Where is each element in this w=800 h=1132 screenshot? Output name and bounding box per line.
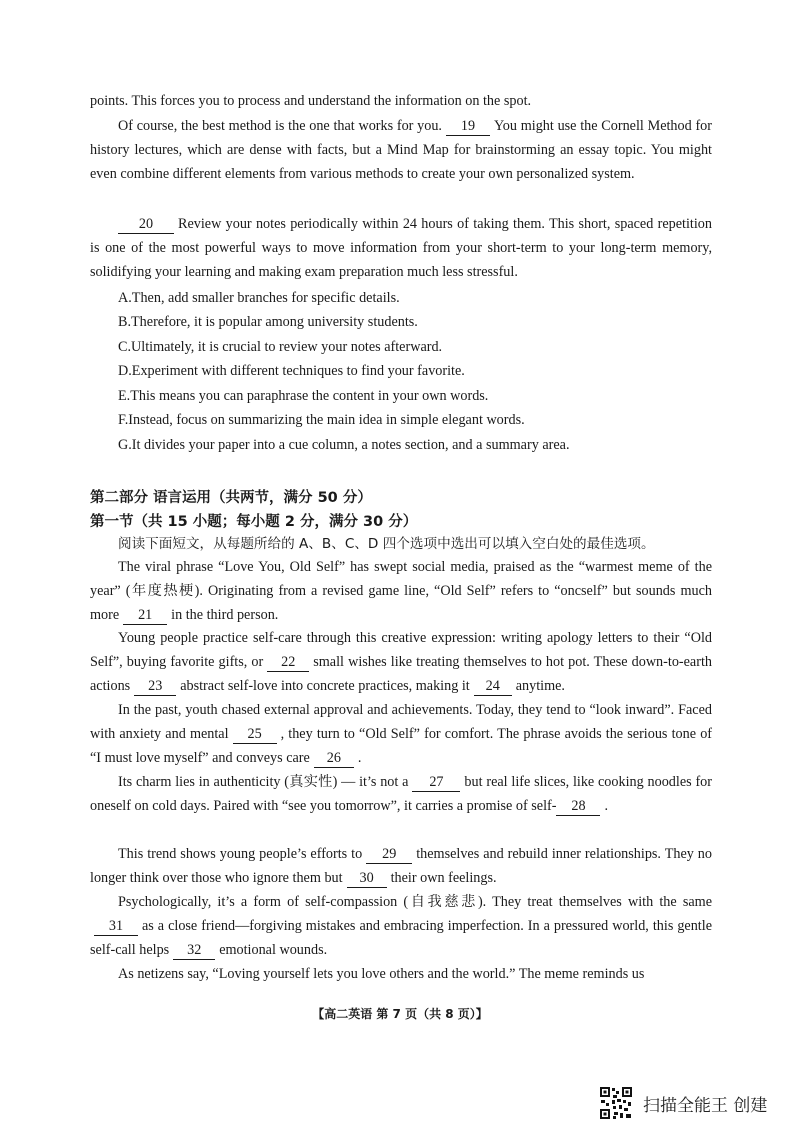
option-d: D.Experiment with different techniques to find your favorite. xyxy=(118,363,465,379)
option-f: F.Instead, focus on summarizing the main idea in simple elegant words. xyxy=(118,412,525,428)
section-title: 第一节（共 15 小题；每小题 2 分，满分 30 分） xyxy=(90,514,418,530)
blank-28: 28 xyxy=(556,798,600,816)
blank-32: 32 xyxy=(173,942,215,960)
instruction-text: 阅读下面短文，从每题所给的 A、B、C、D 四个选项中选出可以填入空白处的最佳选项。 xyxy=(118,536,655,552)
cloze-paragraph-6: Psychologically, it’s a form of self-compassion (自我慈悲). They treat themselves with the same31 as a close friend—forgiving mistakes and embracing imperfection. In a pressured world, this gentle self-call helps 32 emotional wounds. xyxy=(90,894,712,959)
blank-19: 19 xyxy=(446,118,490,136)
blank-31: 31 xyxy=(94,918,138,936)
cloze-paragraph-5: This trend shows young people’s efforts to 29 themselves and rebuild inner relationships. They no longer think over those who ignore them but 30 their own feelings. xyxy=(90,846,712,887)
option-a: A.Then, add smaller branches for specific details. xyxy=(118,290,400,306)
blank-30: 30 xyxy=(347,870,387,888)
cloze-paragraph-2: Young people practice self-care through this creative expression: writing apology letters to their “Old Self”, buying favorite gifts, or 22 small wishes like treating themselves to hot pot. These down-to-earth actions 23 abstract self-love into concrete practices, making it 24 anytime. xyxy=(90,630,712,695)
option-e: E.This means you can paraphrase the content in your own words. xyxy=(118,388,489,404)
blank-20: 20 xyxy=(118,216,174,234)
option-g: G.It divides your paper into a cue column, a notes section, and a summary area. xyxy=(118,437,570,453)
blank-22: 22 xyxy=(267,654,309,672)
part-title: 第二部分 语言运用（共两节，满分 50 分） xyxy=(90,490,372,506)
blank-29: 29 xyxy=(366,846,412,864)
cloze-paragraph-1: The viral phrase “Love You, Old Self” has swept social media, praised as the “warmest meme of the year” (年度热梗). Originating from a revised game line, “Old Self” refers to “oncself” but sounds much more 21 in the third person. xyxy=(90,559,712,624)
blank-27: 27 xyxy=(412,774,460,792)
option-c: C.Ultimately, it is crucial to review your notes afterward. xyxy=(118,339,443,355)
scanner-watermark xyxy=(599,1085,767,1121)
paragraph-20: 20 Review your notes periodically within 24 hours of taking them. This short, spaced repetition is one of the most powerful ways to move information from your short-term to your long-term memory, solidifying your learning and making exam preparation much less stressful. xyxy=(90,216,712,281)
watermark-text: 扫描全能王 创建 xyxy=(643,1095,768,1116)
cloze-paragraph-4: Its charm lies in authenticity (真实性) — it’s not a 27 but real life slices, like cooking noodles for oneself on cold days. Paired with “see you tomorrow”, it carries a promise of self- 28 . xyxy=(90,774,712,815)
blank-26: 26 xyxy=(314,750,354,768)
cloze-paragraph-3: In the past, youth chased external approval and achievements. Today, they tend to “look inward”. Faced with anxiety and mental 25 , they turn to “Old Self” for comfort. The phrase avoids the serious tone of “I must love myself” and conveys care 26 . xyxy=(90,702,713,767)
page-footer: 【高二英语 第 7 页（共 8 页）】 xyxy=(312,1007,488,1021)
blank-25: 25 xyxy=(233,726,277,744)
blank-24: 24 xyxy=(474,678,512,696)
paragraph-points: points. This forces you to process and understand the information on the spot. xyxy=(90,93,532,109)
qr-code-icon xyxy=(599,1086,633,1120)
blank-23: 23 xyxy=(134,678,176,696)
paragraph-19: Of course, the best method is the one that works for you. 19 You might use the Cornell Method for history lectures, which are dense with facts, but a Mind Map for brainstorming an essay topic. You might even combine different elements from various methods to create your own personalized system. xyxy=(90,118,712,183)
option-b: B.Therefore, it is popular among university students. xyxy=(118,314,418,330)
blank-21: 21 xyxy=(123,607,167,625)
cloze-paragraph-7: As netizens say, “Loving yourself lets you love others and the world.” The meme reminds us xyxy=(118,966,645,982)
